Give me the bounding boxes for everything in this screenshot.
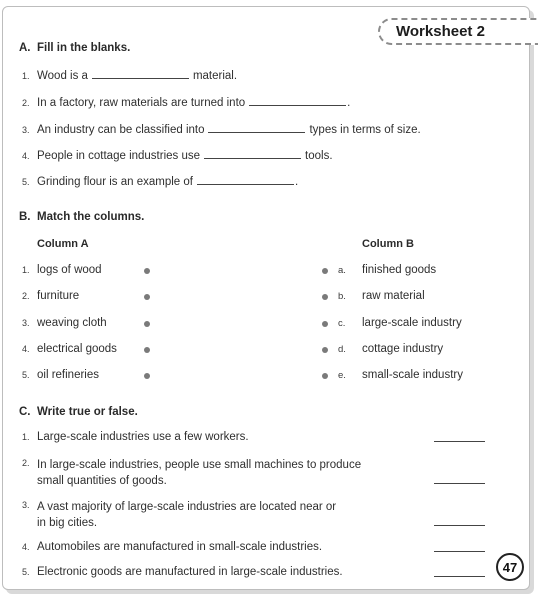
section-c-true-word: true	[68, 406, 91, 418]
section-c-title-prefix: Write	[37, 406, 66, 418]
answer-line[interactable]	[434, 483, 485, 484]
item-letter: e.	[338, 370, 346, 381]
match-dot-left[interactable]	[144, 294, 150, 300]
item-number: 2.	[22, 291, 30, 301]
section-a-title: Fill in the blanks.	[37, 42, 131, 54]
item-number: 1.	[22, 432, 30, 442]
match-dot-right[interactable]	[322, 347, 328, 353]
match-left-item	[22, 317, 107, 329]
item-text-after: .	[294, 176, 299, 188]
true-false-item	[22, 457, 361, 489]
match-dot-left[interactable]	[144, 321, 150, 327]
answer-blank[interactable]	[197, 174, 294, 185]
section-c-letter: C.	[19, 406, 31, 418]
match-left-text: electrical goods	[37, 343, 117, 355]
answer-line[interactable]	[434, 441, 485, 442]
match-right-item	[338, 343, 443, 355]
section-c-false-word: false	[108, 406, 135, 418]
item-number: 2.	[22, 98, 30, 108]
item-text-before: An industry can be classified into	[37, 124, 205, 136]
item-letter: a.	[338, 265, 346, 276]
match-left-item	[22, 290, 79, 302]
column-a-heading: Column A	[37, 238, 89, 250]
match-dot-left[interactable]	[144, 347, 150, 353]
answer-blank[interactable]	[92, 68, 189, 79]
answer-line[interactable]	[434, 525, 485, 526]
page-number-badge	[496, 553, 524, 581]
statement-text-continued: small quantities of goods.	[37, 475, 167, 487]
section-a-heading	[19, 42, 130, 54]
match-right-item	[338, 369, 463, 381]
answer-line[interactable]	[434, 551, 485, 552]
item-number: 3.	[22, 500, 30, 510]
match-right-item	[338, 290, 425, 302]
item-number: 3.	[22, 125, 30, 135]
match-dot-right[interactable]	[322, 373, 328, 379]
item-number: 3.	[22, 318, 30, 328]
fill-blank-item	[22, 68, 237, 82]
section-c-title-suffix: .	[134, 406, 138, 418]
match-dot-right[interactable]	[322, 268, 328, 274]
match-left-item	[22, 264, 102, 276]
item-number: 1.	[22, 265, 30, 275]
answer-blank[interactable]	[208, 122, 305, 133]
statement-text: A vast majority of large-scale industries are located near or	[37, 501, 337, 513]
match-right-text: small-scale industry	[362, 369, 463, 381]
match-left-item	[22, 369, 99, 381]
item-text-after: .	[347, 97, 351, 109]
true-false-item	[22, 431, 249, 443]
match-dot-left[interactable]	[144, 373, 150, 379]
match-dot-right[interactable]	[322, 321, 328, 327]
item-number: 4.	[22, 542, 30, 552]
match-right-text: finished goods	[362, 264, 437, 276]
true-false-item	[22, 566, 343, 578]
worksheet-title-badge	[378, 18, 538, 45]
item-number: 2.	[22, 458, 30, 468]
statement-text: Electronic goods are manufactured in large-scale industries.	[37, 566, 343, 578]
statement-text: Large-scale industries use a few workers.	[37, 431, 249, 443]
item-number: 5.	[22, 177, 30, 187]
match-right-text: large-scale industry	[362, 317, 462, 329]
match-left-text: logs of wood	[37, 264, 102, 276]
match-right-text: raw material	[362, 290, 425, 302]
item-text-before: Wood is a	[37, 70, 88, 82]
section-b-heading	[19, 211, 144, 223]
match-left-text: furniture	[37, 290, 80, 302]
match-left-text: oil refineries	[37, 369, 99, 381]
section-b-title: Match the columns.	[37, 211, 145, 223]
match-dot-right[interactable]	[322, 294, 328, 300]
section-c-heading	[19, 406, 138, 418]
answer-blank[interactable]	[249, 95, 346, 106]
item-text-before: People in cottage industries use	[37, 150, 201, 162]
true-false-item	[22, 541, 322, 553]
item-letter: d.	[338, 344, 346, 355]
match-right-item	[338, 317, 462, 329]
column-b-heading: Column B	[362, 238, 414, 250]
item-number: 1.	[22, 71, 30, 81]
match-right-text: cottage industry	[362, 343, 444, 355]
true-false-item	[22, 499, 336, 531]
section-a-letter: A.	[19, 42, 31, 54]
item-letter: c.	[338, 318, 346, 329]
section-c-or-word: or	[93, 406, 106, 418]
item-number: 4.	[22, 344, 30, 354]
statement-text-continued: in big cities.	[37, 517, 98, 529]
section-b-letter: B.	[19, 211, 31, 223]
fill-blank-item	[22, 148, 333, 162]
worksheet-title: Worksheet 2	[396, 23, 485, 40]
statement-text: In large-scale industries, people use small machines to produce	[37, 459, 362, 471]
item-text-after: types in terms of size.	[309, 124, 421, 136]
match-right-item	[338, 264, 436, 276]
statement-text: Automobiles are manufactured in small-scale industries.	[37, 541, 323, 553]
fill-blank-item	[22, 122, 421, 136]
item-letter: b.	[338, 291, 346, 302]
match-left-item	[22, 343, 117, 355]
item-text-before: In a factory, raw materials are turned into	[37, 97, 246, 109]
item-number: 4.	[22, 151, 30, 161]
answer-blank[interactable]	[204, 148, 301, 159]
item-number: 5.	[22, 567, 30, 577]
item-text-after: tools.	[305, 150, 333, 162]
fill-blank-item	[22, 174, 298, 188]
answer-line[interactable]	[434, 576, 485, 577]
item-text-after: material.	[192, 70, 238, 82]
fill-blank-item	[22, 95, 350, 109]
item-text-before: Grinding flour is an example of	[37, 176, 193, 188]
page-number: 47	[502, 559, 518, 575]
match-left-text: weaving cloth	[37, 317, 107, 329]
item-number: 5.	[22, 370, 30, 380]
match-dot-left[interactable]	[144, 268, 150, 274]
